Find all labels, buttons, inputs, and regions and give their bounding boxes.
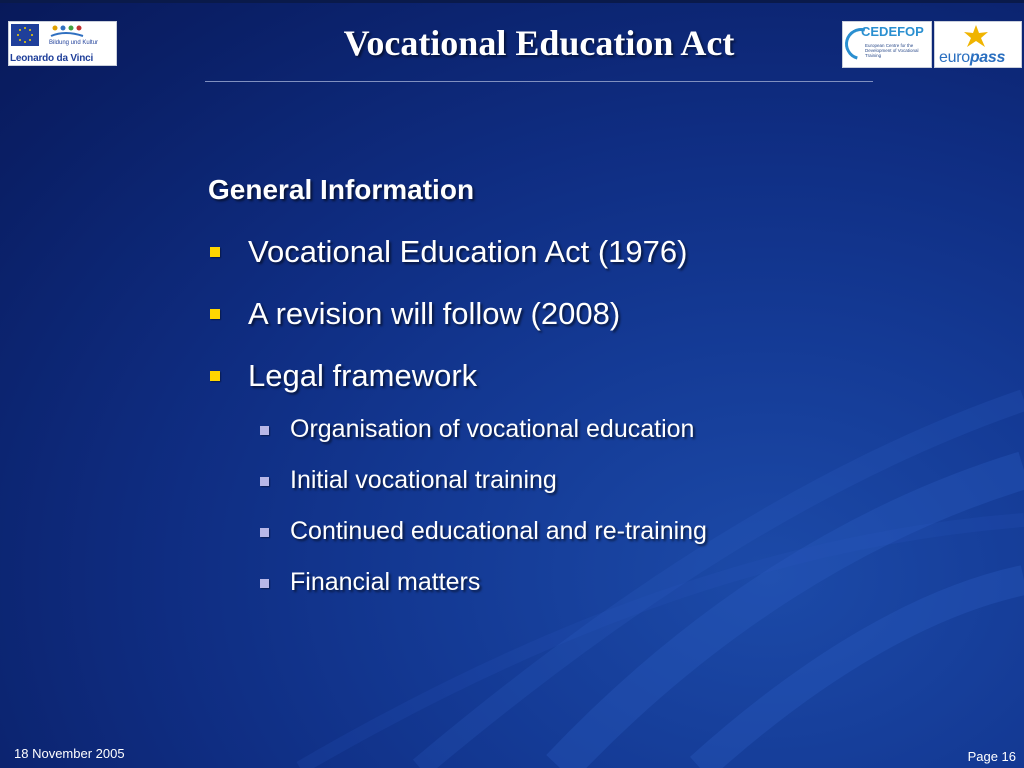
sub-bullet-square-icon (260, 579, 269, 588)
sub-bullet-square-icon (260, 528, 269, 537)
slide-title: Vocational Education Act (343, 23, 735, 63)
bullet-text: Vocational Education Act (1976) (248, 234, 688, 269)
title-divider (205, 81, 873, 82)
europass-logo (934, 21, 1022, 68)
bullet-square-icon (210, 247, 220, 257)
cedefop-name: CEDEFOP (861, 24, 924, 39)
leonardo-da-vinci-logo (8, 21, 117, 66)
europass-star-icon (961, 23, 991, 49)
bullet-square-icon (210, 371, 220, 381)
page-number: Page 16 (967, 749, 1016, 764)
logo-name: Leonardo da Vinci (10, 53, 94, 64)
europass-suffix: pass (969, 49, 1006, 66)
sub-bullet-text: Continued educational and re-training (290, 517, 707, 545)
sub-bullet-text: Financial matters (290, 568, 481, 596)
eu-flag-icon (11, 24, 39, 46)
europass-prefix: euro (939, 49, 970, 66)
sub-bullet-text: Initial vocational training (290, 466, 557, 494)
section-heading: General Information (208, 174, 475, 205)
europass-wordmark (939, 49, 1005, 67)
sub-bullet-square-icon (260, 426, 269, 435)
footer-date: 18 November 2005 (14, 746, 125, 761)
bullet-text: A revision will follow (2008) (248, 296, 621, 331)
cedefop-logo-icon (842, 21, 932, 68)
sub-bullet-square-icon (260, 477, 269, 486)
logo-subtitle: Bildung und Kultur (49, 40, 99, 46)
cedefop-subtitle: European Centre for the Development of Vocational Training (865, 43, 919, 58)
bullet-square-icon (210, 309, 220, 319)
people-figures-icon (49, 24, 109, 38)
bullet-text: Legal framework (248, 358, 478, 393)
sub-bullet-text: Organisation of vocational education (290, 415, 695, 443)
